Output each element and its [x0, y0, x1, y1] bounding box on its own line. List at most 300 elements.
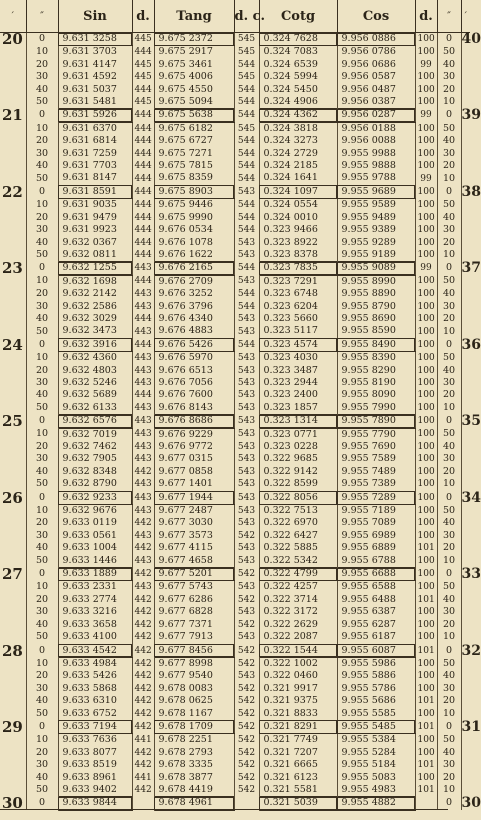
sin-cell: 9.631 8147: [58, 172, 132, 185]
second-cell: 40: [26, 237, 58, 249]
common-diff-cell: 543: [234, 313, 259, 325]
common-diff-cell: 544: [234, 84, 259, 96]
second-right-cell: 50: [437, 275, 461, 288]
cos-diff-cell: 100: [415, 33, 437, 46]
minute-right-cell: [461, 453, 470, 465]
minute-right-cell: [461, 135, 470, 147]
table-row: [0, 199, 470, 212]
cos-diff-cell: 100: [415, 313, 437, 325]
table-row: [0, 530, 470, 542]
page-footer-rule: [0, 809, 448, 820]
cotg-cell: 0.323 1314: [259, 415, 337, 428]
minute-cell: [0, 71, 26, 83]
minute-cell: 27: [0, 568, 26, 581]
second-right-cell: 20: [437, 619, 461, 631]
sin-diff-cell: 442: [132, 657, 154, 670]
cos-cell: 9.955 5585: [337, 708, 415, 721]
table-header-row: [0, 0, 470, 33]
sin-cell: 9.631 6370: [58, 122, 132, 135]
second-cell: 50: [26, 555, 58, 568]
header-common-diff: d. c.: [234, 0, 259, 33]
cos-cell: 9.955 9289: [337, 237, 415, 249]
sin-diff-cell: 442: [132, 594, 154, 606]
cos-diff-cell: 100: [415, 185, 437, 198]
tang-cell: 9.677 8998: [154, 657, 234, 670]
second-cell: 30: [26, 148, 58, 160]
common-diff-cell: 543: [234, 275, 259, 288]
sin-cell: 9.633 4542: [58, 644, 132, 657]
cos-cell: 9.955 6387: [337, 606, 415, 618]
cos-diff-cell: 100: [415, 619, 437, 631]
tang-cell: 9.677 0315: [154, 453, 234, 465]
common-diff-cell: 542: [234, 619, 259, 631]
second-right-cell: 20: [437, 84, 461, 96]
sin-diff-cell: 442: [132, 759, 154, 771]
table-row: [0, 59, 470, 71]
minute-cell: [0, 466, 26, 478]
table-row: [0, 135, 470, 147]
cos-cell: 9.955 7489: [337, 466, 415, 478]
sin-cell: 9.633 6310: [58, 695, 132, 707]
sin-diff-cell: 442: [132, 631, 154, 644]
cos-diff-cell: 100: [415, 212, 437, 224]
minute-right-cell: [461, 772, 470, 784]
minute-right-cell: [461, 517, 470, 529]
sin-cell: 9.633 9402: [58, 784, 132, 797]
cos-diff-cell: 100: [415, 377, 437, 389]
minute-right-cell: [461, 377, 470, 389]
cos-diff-cell: 101: [415, 759, 437, 771]
minute-right-cell: [461, 224, 470, 236]
minute-right-cell: 37: [461, 260, 481, 277]
second-right-cell: 20: [437, 389, 461, 401]
tang-cell: 9.676 2165: [154, 262, 234, 275]
minute-right-cell: [461, 199, 470, 212]
second-right-cell: 20: [437, 466, 461, 478]
tang-cell: 9.675 4550: [154, 84, 234, 96]
cos-cell: 9.955 5986: [337, 657, 415, 670]
sin-cell: 9.632 5246: [58, 377, 132, 389]
tang-cell: 9.677 9540: [154, 670, 234, 682]
cos-diff-cell: 100: [415, 453, 437, 465]
sin-diff-cell: 442: [132, 695, 154, 707]
common-diff-cell: 543: [234, 389, 259, 401]
tang-cell: 9.675 2917: [154, 46, 234, 59]
cos-diff-cell: 99: [415, 262, 437, 275]
cos-diff-cell: 100: [415, 491, 437, 504]
cos-diff-cell: 100: [415, 734, 437, 747]
minute-right-cell: [461, 428, 470, 441]
cotg-cell: 0.321 5039: [259, 797, 337, 810]
tang-cell: 9.676 2709: [154, 275, 234, 288]
common-diff-cell: 544: [234, 96, 259, 109]
second-cell: 40: [26, 84, 58, 96]
cos-cell: 9.955 9589: [337, 199, 415, 212]
second-right-cell: 20: [437, 542, 461, 554]
cos-cell: 9.955 6287: [337, 619, 415, 631]
cotg-cell: 0.324 0010: [259, 212, 337, 224]
minute-cell: [0, 389, 26, 401]
cotg-cell: 0.324 1097: [259, 185, 337, 198]
minute-right-cell: [461, 389, 470, 401]
common-diff-cell: 544: [234, 172, 259, 185]
table-row: [0, 109, 470, 122]
sin-diff-cell: 442: [132, 619, 154, 631]
cos-cell: 9.956 0088: [337, 135, 415, 147]
sin-diff-cell: 444: [132, 199, 154, 212]
table-row: [0, 428, 470, 441]
cos-cell: 9.955 4983: [337, 784, 415, 797]
common-diff-cell: 542: [234, 720, 259, 733]
table-row: [0, 212, 470, 224]
sin-cell: 9.632 3916: [58, 338, 132, 351]
minute-cell: [0, 517, 26, 529]
second-cell: 50: [26, 96, 58, 109]
second-cell: 20: [26, 212, 58, 224]
minute-right-cell: [461, 619, 470, 631]
cos-cell: 9.955 8190: [337, 377, 415, 389]
second-right-cell: 20: [437, 313, 461, 325]
minute-right-cell: 30: [461, 795, 481, 812]
cos-diff-cell: 100: [415, 122, 437, 135]
common-diff-cell: 542: [234, 734, 259, 747]
sin-cell: 9.633 0561: [58, 530, 132, 542]
header-minutes: ′: [0, 0, 26, 33]
table-row: [0, 594, 470, 606]
sin-diff-cell: 442: [132, 747, 154, 759]
minute-cell: [0, 453, 26, 465]
sin-cell: 9.633 1446: [58, 555, 132, 568]
sin-diff-cell: 443: [132, 415, 154, 428]
tang-cell: 9.677 7371: [154, 619, 234, 631]
minute-cell: [0, 594, 26, 606]
second-right-cell: 10: [437, 478, 461, 491]
minute-right-cell: 31: [461, 718, 481, 735]
cos-diff-cell: 100: [415, 352, 437, 365]
second-right-cell: 0: [437, 797, 461, 810]
tang-cell: 9.677 2487: [154, 505, 234, 518]
minute-right-cell: [461, 670, 470, 682]
second-right-cell: 50: [437, 581, 461, 594]
cos-diff-cell: 100: [415, 772, 437, 784]
minute-right-cell: [461, 683, 470, 695]
second-cell: 20: [26, 670, 58, 682]
second-cell: 50: [26, 249, 58, 262]
cotg-cell: 0.321 9375: [259, 695, 337, 707]
minute-cell: 26: [0, 491, 26, 504]
common-diff-cell: 543: [234, 555, 259, 568]
sin-cell: 9.633 3216: [58, 606, 132, 618]
cos-cell: 9.955 6688: [337, 568, 415, 581]
cos-cell: 9.955 7189: [337, 505, 415, 518]
sin-diff-cell: 443: [132, 301, 154, 313]
second-cell: 20: [26, 59, 58, 71]
second-cell: 10: [26, 657, 58, 670]
cos-diff-cell: 100: [415, 568, 437, 581]
cos-cell: 9.955 8390: [337, 352, 415, 365]
cos-diff-cell: 100: [415, 428, 437, 441]
tang-cell: 9.675 9446: [154, 199, 234, 212]
minute-cell: [0, 301, 26, 313]
cotg-cell: 0.322 6427: [259, 530, 337, 542]
second-cell: 0: [26, 415, 58, 428]
cotg-cell: 0.323 7835: [259, 262, 337, 275]
cotg-cell: 0.322 3172: [259, 606, 337, 618]
minute-cell: [0, 160, 26, 172]
table-row: [0, 46, 470, 59]
cotg-cell: 0.324 7083: [259, 46, 337, 59]
common-diff-cell: 543: [234, 505, 259, 518]
sin-diff-cell: 441: [132, 734, 154, 747]
sin-cell: 9.632 3473: [58, 325, 132, 338]
second-right-cell: 10: [437, 96, 461, 109]
tang-cell: 9.675 8903: [154, 185, 234, 198]
minute-cell: [0, 135, 26, 147]
cos-cell: 9.955 8290: [337, 365, 415, 377]
cotg-cell: 0.323 6748: [259, 288, 337, 300]
table-row: [0, 683, 470, 695]
cos-diff-cell: 100: [415, 148, 437, 160]
second-cell: 20: [26, 365, 58, 377]
minute-right-cell: [461, 237, 470, 249]
minute-cell: [0, 428, 26, 441]
second-right-cell: 0: [437, 568, 461, 581]
cos-diff-cell: 100: [415, 657, 437, 670]
cotg-cell: 0.323 7291: [259, 275, 337, 288]
cotg-cell: 0.323 8378: [259, 249, 337, 262]
header-cos: Cos: [337, 0, 415, 33]
table-row: [0, 365, 470, 377]
cos-diff-cell: 100: [415, 505, 437, 518]
cotg-cell: 0.323 3487: [259, 365, 337, 377]
common-diff-cell: 542: [234, 644, 259, 657]
cos-cell: 9.955 7790: [337, 428, 415, 441]
minute-cell: 25: [0, 415, 26, 428]
cos-diff-cell: 100: [415, 389, 437, 401]
second-right-cell: 30: [437, 301, 461, 313]
minute-right-cell: [461, 505, 470, 518]
cotg-cell: 0.322 9142: [259, 466, 337, 478]
sin-diff-cell: 443: [132, 377, 154, 389]
common-diff-cell: 543: [234, 466, 259, 478]
tang-cell: 9.676 4340: [154, 313, 234, 325]
tang-cell: 9.676 1622: [154, 249, 234, 262]
sin-diff-cell: 444: [132, 237, 154, 249]
table-row: [0, 505, 470, 518]
minute-cell: [0, 313, 26, 325]
second-cell: 50: [26, 708, 58, 721]
cotg-cell: 0.322 8599: [259, 478, 337, 491]
sin-diff-cell: 442: [132, 670, 154, 682]
cos-cell: 9.955 5184: [337, 759, 415, 771]
second-cell: 50: [26, 172, 58, 185]
minute-cell: [0, 224, 26, 236]
second-right-cell: 30: [437, 759, 461, 771]
second-cell: 40: [26, 772, 58, 784]
cos-diff-cell: 100: [415, 466, 437, 478]
tang-cell: 9.677 7913: [154, 631, 234, 644]
second-right-cell: 40: [437, 594, 461, 606]
minute-right-cell: [461, 542, 470, 554]
table-row: [0, 747, 470, 759]
sin-diff-cell: 443: [132, 428, 154, 441]
second-cell: 50: [26, 325, 58, 338]
second-cell: 0: [26, 185, 58, 198]
minute-cell: [0, 619, 26, 631]
minute-right-cell: 40: [461, 31, 481, 48]
common-diff-cell: 542: [234, 530, 259, 542]
sin-cell: 9.632 8790: [58, 478, 132, 491]
common-diff-cell: 543: [234, 441, 259, 453]
sin-cell: 9.631 9479: [58, 212, 132, 224]
minute-right-cell: [461, 441, 470, 453]
sin-diff-cell: 443: [132, 325, 154, 338]
second-right-cell: 40: [437, 59, 461, 71]
second-right-cell: 20: [437, 160, 461, 172]
tang-cell: 9.677 6828: [154, 606, 234, 618]
second-cell: 40: [26, 466, 58, 478]
tang-cell: 9.676 6513: [154, 365, 234, 377]
second-cell: 20: [26, 288, 58, 300]
header-minutes-right: ′: [461, 0, 470, 33]
table-row: [0, 262, 470, 275]
cotg-cell: 0.324 4362: [259, 109, 337, 122]
tang-cell: 9.677 4115: [154, 542, 234, 554]
sin-diff-cell: 444: [132, 249, 154, 262]
sin-cell: 9.631 5481: [58, 96, 132, 109]
sin-cell: 9.631 7259: [58, 148, 132, 160]
table-row: [0, 581, 470, 594]
cos-cell: 9.955 9089: [337, 262, 415, 275]
cotg-cell: 0.323 5117: [259, 325, 337, 338]
second-right-cell: 10: [437, 631, 461, 644]
second-cell: 40: [26, 313, 58, 325]
sin-diff-cell: 444: [132, 148, 154, 160]
cotg-cell: 0.324 4906: [259, 96, 337, 109]
second-cell: 10: [26, 352, 58, 365]
cos-diff-cell: 100: [415, 683, 437, 695]
minute-cell: [0, 377, 26, 389]
tang-cell: 9.677 3030: [154, 517, 234, 529]
sin-diff-cell: 444: [132, 122, 154, 135]
tang-cell: 9.675 9990: [154, 212, 234, 224]
cotg-cell: 0.321 7749: [259, 734, 337, 747]
sin-diff-cell: 444: [132, 160, 154, 172]
tang-cell: 9.676 5426: [154, 338, 234, 351]
cotg-cell: 0.323 8922: [259, 237, 337, 249]
common-diff-cell: 543: [234, 402, 259, 415]
minute-right-cell: [461, 160, 470, 172]
minute-cell: [0, 84, 26, 96]
cos-diff-cell: 100: [415, 301, 437, 313]
cos-cell: 9.955 5485: [337, 720, 415, 733]
cos-diff-cell: 100: [415, 670, 437, 682]
sin-cell: 9.633 8961: [58, 772, 132, 784]
minute-right-cell: [461, 657, 470, 670]
common-diff-cell: 542: [234, 759, 259, 771]
table-row: [0, 720, 470, 733]
cotg-cell: 0.321 7207: [259, 747, 337, 759]
cos-diff-cell: 100: [415, 708, 437, 721]
second-cell: 20: [26, 747, 58, 759]
second-cell: 0: [26, 568, 58, 581]
common-diff-cell: 543: [234, 365, 259, 377]
cotg-cell: 0.323 6204: [259, 301, 337, 313]
second-cell: 0: [26, 262, 58, 275]
sin-cell: 9.632 9676: [58, 505, 132, 518]
table-row: [0, 606, 470, 618]
cos-diff-cell: 100: [415, 224, 437, 236]
sin-cell: 9.633 0119: [58, 517, 132, 529]
cotg-cell: 0.323 2944: [259, 377, 337, 389]
second-right-cell: 50: [437, 352, 461, 365]
minute-cell: [0, 148, 26, 160]
sin-diff-cell: 442: [132, 683, 154, 695]
second-right-cell: 20: [437, 695, 461, 707]
cos-cell: 9.955 5686: [337, 695, 415, 707]
cotg-cell: 0.323 1857: [259, 402, 337, 415]
table-row: [0, 772, 470, 784]
cotg-cell: 0.322 4257: [259, 581, 337, 594]
minute-right-cell: [461, 148, 470, 160]
tang-cell: 9.676 3796: [154, 301, 234, 313]
sin-cell: 9.632 8348: [58, 466, 132, 478]
tang-cell: 9.676 8686: [154, 415, 234, 428]
sin-diff-cell: 444: [132, 135, 154, 147]
sin-diff-cell: 443: [132, 491, 154, 504]
sin-cell: 9.633 7194: [58, 720, 132, 733]
common-diff-cell: 543: [234, 542, 259, 554]
table-row: [0, 275, 470, 288]
cos-diff-cell: 99: [415, 59, 437, 71]
cos-cell: 9.956 0886: [337, 33, 415, 46]
second-right-cell: 30: [437, 148, 461, 160]
common-diff-cell: 544: [234, 301, 259, 313]
second-right-cell: 50: [437, 199, 461, 212]
tang-cell: 9.675 5094: [154, 96, 234, 109]
tang-cell: 9.678 3335: [154, 759, 234, 771]
common-diff-cell: 542: [234, 695, 259, 707]
second-right-cell: 40: [437, 135, 461, 147]
minute-right-cell: [461, 122, 470, 135]
minute-right-cell: [461, 759, 470, 771]
second-right-cell: 40: [437, 517, 461, 529]
common-diff-cell: 543: [234, 415, 259, 428]
sin-cell: 9.632 4360: [58, 352, 132, 365]
sin-cell: 9.632 7905: [58, 453, 132, 465]
header-seconds-right: ″: [437, 0, 461, 33]
common-diff-cell: 543: [234, 377, 259, 389]
cos-diff-cell: 100: [415, 237, 437, 249]
sin-cell: 9.631 5037: [58, 84, 132, 96]
cos-cell: 9.955 6087: [337, 644, 415, 657]
common-diff-cell: 543: [234, 453, 259, 465]
tang-cell: 9.678 1709: [154, 720, 234, 733]
cos-cell: 9.955 8790: [337, 301, 415, 313]
tang-cell: 9.676 7056: [154, 377, 234, 389]
cotg-cell: 0.321 8291: [259, 720, 337, 733]
sin-cell: 9.633 8077: [58, 747, 132, 759]
common-diff-cell: 543: [234, 325, 259, 338]
tang-cell: 9.677 4658: [154, 555, 234, 568]
cos-cell: 9.955 7589: [337, 453, 415, 465]
second-right-cell: 0: [437, 720, 461, 733]
minute-cell: [0, 759, 26, 771]
table-row: [0, 96, 470, 109]
cos-diff-cell: 101: [415, 644, 437, 657]
common-diff-cell: 543: [234, 491, 259, 504]
minute-cell: [0, 237, 26, 249]
